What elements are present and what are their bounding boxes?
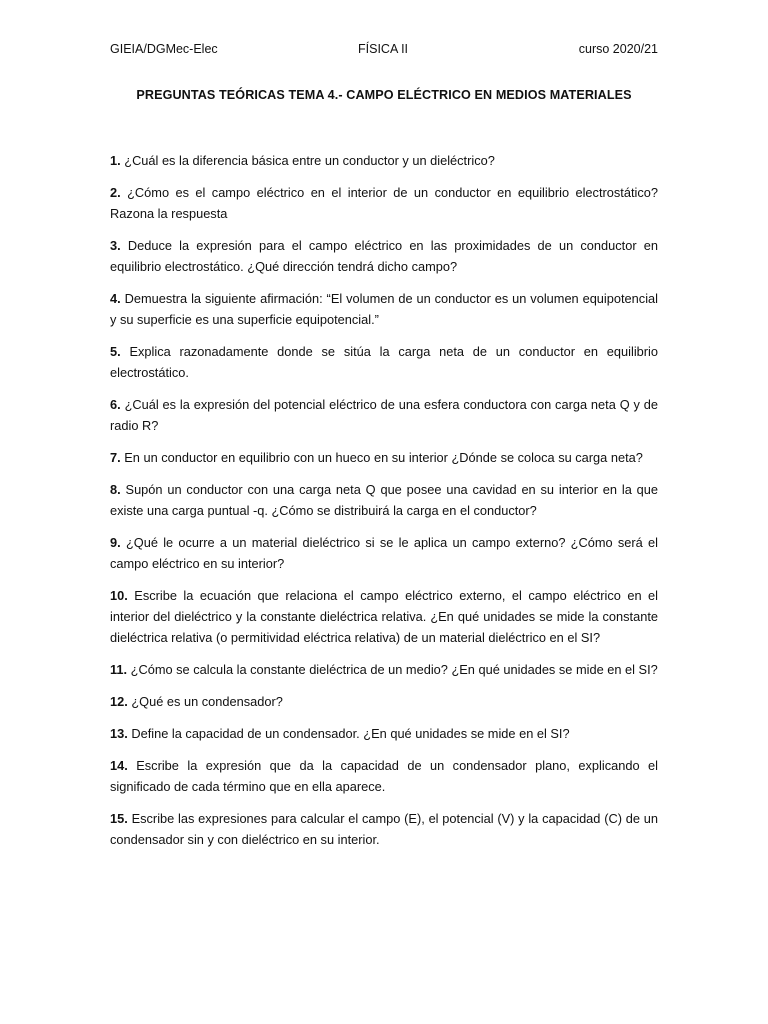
question-text: ¿Qué es un condensador? — [131, 694, 283, 709]
question-item — [110, 182, 658, 224]
question-text: ¿Cómo se calcula la constante dieléctrica de un medio? ¿En qué unidades se mide en el SI? — [130, 662, 658, 677]
question-text: Explica razonadamente donde se sitúa la carga neta de un conductor en equilibrio electrostático. — [110, 344, 658, 380]
question-number: 1. — [110, 153, 121, 168]
question-number: 4. — [110, 291, 121, 306]
question-number: 7. — [110, 450, 121, 465]
question-text: Deduce la expresión para el campo eléctrico en las proximidades de un conductor en equilibrio electrostático. ¿Qué dirección tendrá dicho campo? — [110, 238, 658, 274]
question-number: 13. — [110, 726, 128, 741]
question-text: Demuestra la siguiente afirmación: “El volumen de un conductor es un volumen equipotencial y su superficie es una superficie equipotencial.” — [110, 291, 658, 327]
question-text: En un conductor en equilibrio con un hueco en su interior ¿Dónde se coloca su carga neta? — [124, 450, 643, 465]
question-item — [110, 808, 658, 850]
question-text: ¿Cómo es el campo eléctrico en el interior de un conductor en equilibrio electrostático? Razona la respuesta — [110, 185, 658, 221]
question-number: 3. — [110, 238, 121, 253]
question-list — [110, 150, 658, 861]
question-item — [110, 585, 658, 648]
question-text: Escribe la expresión que da la capacidad de un condensador plano, explicando el significado de cada término que en ella aparece. — [110, 758, 658, 794]
question-item — [110, 341, 658, 383]
question-item — [110, 479, 658, 521]
question-text: ¿Qué le ocurre a un material dieléctrico si se le aplica un campo externo? ¿Cómo será el campo eléctrico en su interior? — [110, 535, 658, 571]
question-item — [110, 532, 658, 574]
question-text: Escribe las expresiones para calcular el campo (E), el potencial (V) y la capacidad (C) de un condensador sin y con dieléctrico en su interior. — [110, 811, 658, 847]
question-text: Supón un conductor con una carga neta Q que posee una cavidad en su interior en la que existe una carga puntual -q. ¿Cómo se distribuirá la carga en el conductor? — [110, 482, 658, 518]
question-text: Define la capacidad de un condensador. ¿En qué unidades se mide en el SI? — [131, 726, 570, 741]
document-title: PREGUNTAS TEÓRICAS TEMA 4.- CAMPO ELÉCTRICO EN MEDIOS MATERIALES — [136, 88, 632, 102]
question-item — [110, 235, 658, 277]
question-item — [110, 755, 658, 797]
header-academic-year: curso 2020/21 — [578, 42, 658, 56]
question-item — [110, 288, 658, 330]
question-text: Escribe la ecuación que relaciona el campo eléctrico externo, el campo eléctrico en el interior del dieléctrico y la constante dieléctrica relativa. ¿En qué unidades se mide la constante dieléctrica relativa (o permitividad eléctrica relativa) de un material dieléctrico en el SI? — [110, 588, 658, 645]
question-number: 15. — [110, 811, 128, 826]
question-number: 8. — [110, 482, 121, 497]
page-header — [110, 42, 658, 60]
question-text: ¿Cuál es la diferencia básica entre un conductor y un dieléctrico? — [124, 153, 495, 168]
question-item — [110, 691, 658, 712]
question-number: 14. — [110, 758, 128, 773]
question-item — [110, 150, 658, 171]
question-number: 12. — [110, 694, 128, 709]
question-number: 10. — [110, 588, 128, 603]
question-number: 9. — [110, 535, 121, 550]
header-subject: FÍSICA II — [358, 42, 409, 56]
question-item — [110, 447, 658, 468]
question-number: 11. — [110, 662, 128, 677]
question-number: 6. — [110, 397, 121, 412]
question-item — [110, 659, 658, 680]
question-number: 2. — [110, 185, 121, 200]
question-item — [110, 394, 658, 436]
question-item — [110, 723, 658, 744]
question-number: 5. — [110, 344, 121, 359]
header-course-code: GIEIA/DGMec-Elec — [110, 42, 218, 56]
question-text: ¿Cuál es la expresión del potencial eléctrico de una esfera conductora con carga neta Q y de radio R? — [110, 397, 658, 433]
